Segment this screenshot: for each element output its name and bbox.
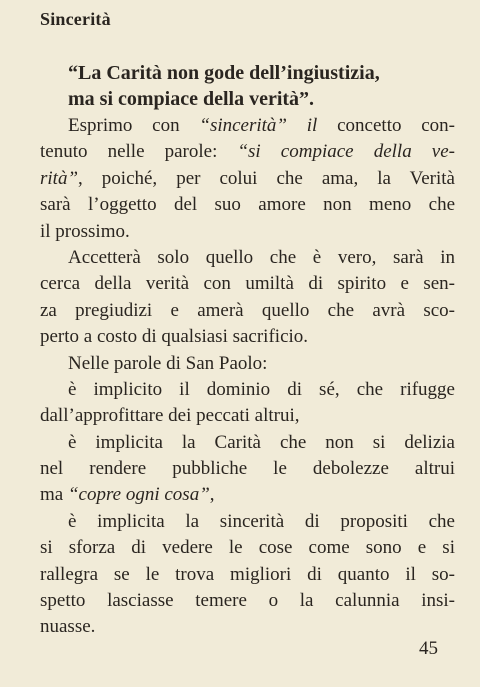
page-header: Sincerità <box>40 9 111 29</box>
italic-run: “copre ogni cosa” <box>67 484 210 506</box>
text-line: cerca della verità con umiltà di spirito e sen- <box>40 273 455 295</box>
italic-run: “si compiace della ve- <box>237 141 455 163</box>
quote-line: ma si compiace della verità”. <box>68 88 315 110</box>
text-line <box>40 139 455 165</box>
text-line: nuasse. <box>40 616 96 638</box>
text-run: , <box>209 484 215 506</box>
text-line: perto a costo di qualsiasi sacrificio. <box>40 326 309 348</box>
text-line: si sforza di vedere le cose come sono e si <box>40 537 455 559</box>
text-run: tenuto nelle parole: <box>40 141 238 163</box>
text-line: Nelle parole di San Paolo: <box>68 352 268 374</box>
epigraph-quote <box>68 60 458 112</box>
text-run: ma <box>40 484 68 506</box>
text-line: spetto lasciasse temere o la calunnia insi- <box>40 590 455 612</box>
text-line: nel rendere pubbliche le debolezze altrui <box>40 458 455 480</box>
text-line <box>40 482 455 508</box>
text-line: dall’approfittare dei peccati altrui, <box>40 405 300 427</box>
text-line: è implicita la Carità che non si delizia <box>68 431 455 453</box>
text-line: Accetterà solo quello che è vero, sarà in <box>68 246 455 268</box>
body-text <box>40 113 455 641</box>
text-line <box>40 166 455 192</box>
text-run: Esprimo con <box>68 115 200 136</box>
text-line: sarà l’oggetto del suo amore non meno che <box>40 194 455 216</box>
page-number: 45 <box>419 638 438 659</box>
text-line: è implicita la sincerità di propositi che <box>68 510 455 532</box>
italic-run: rità” <box>40 167 79 189</box>
text-line: za pregiudizi e amerà quello che avrà sco- <box>40 299 455 321</box>
text-line: rallegra se le trova migliori di quanto il so- <box>40 563 455 585</box>
text-run: concetto con- <box>317 115 456 136</box>
text-run: , poiché, per colui che ama, la Verità <box>78 167 455 189</box>
italic-run: “sincerità” il <box>199 115 318 136</box>
quote-line: “La Carità non gode dell’ingiustizia, <box>68 62 380 84</box>
text-line: il prossimo. <box>40 220 130 242</box>
text-line <box>40 113 455 139</box>
text-line: è implicito il dominio di sé, che rifugge <box>68 378 455 400</box>
